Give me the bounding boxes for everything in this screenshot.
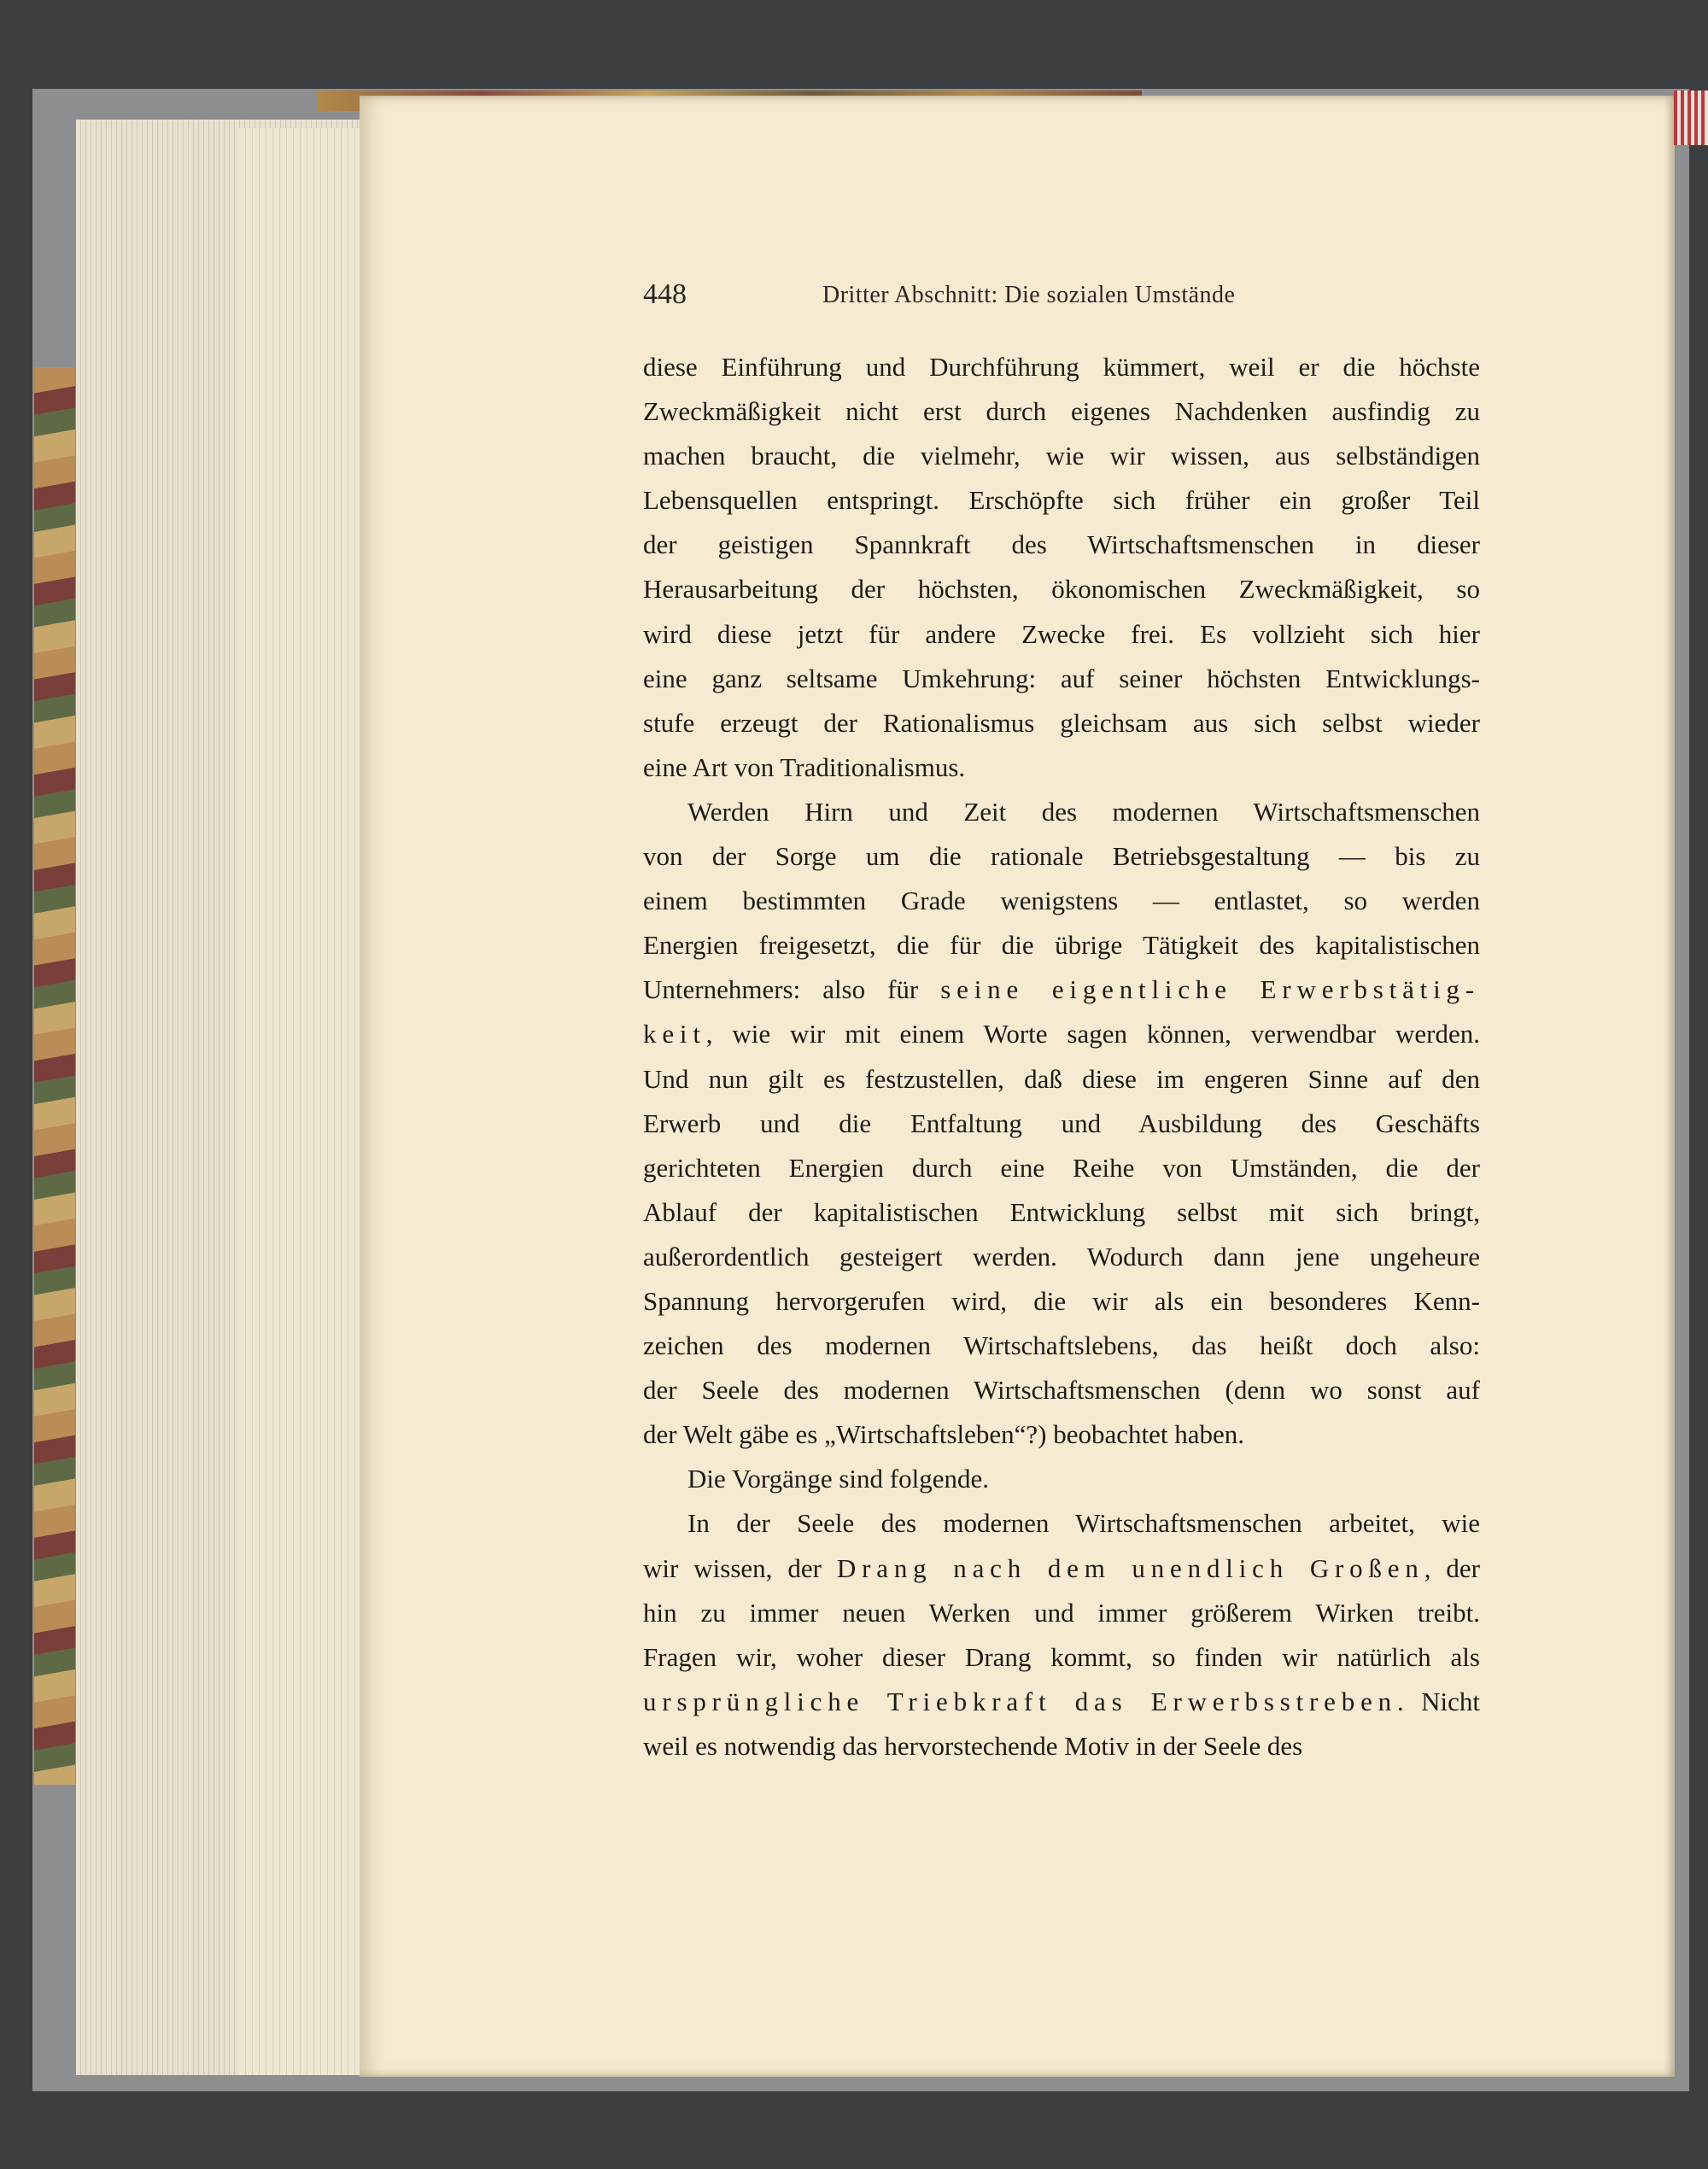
text-line — [643, 1546, 1480, 1591]
text-line — [643, 968, 1480, 1012]
text-line — [643, 1680, 1480, 1724]
text-line — [643, 434, 1480, 478]
text-line — [643, 1635, 1480, 1680]
text-line — [643, 1457, 1480, 1501]
text-line — [643, 1412, 1480, 1457]
text-segment: gerichteten Energien durch eine Reihe von Umständen, die der — [643, 1152, 1480, 1183]
bookmark-ribbon — [1674, 91, 1708, 145]
text-segment: zeichen des modernen Wirtschaftslebens, das heißt doch also: — [643, 1330, 1480, 1361]
text-line — [643, 879, 1480, 923]
running-title: Dritter Abschnitt: Die sozialen Umstände — [822, 282, 1236, 308]
text-segment: eine Art von Traditionalismus. — [643, 751, 966, 782]
text-segment: hin zu immer neuen Werken und immer größerem Wirken treibt. — [643, 1597, 1480, 1628]
text-line — [643, 567, 1480, 611]
text-line — [643, 1368, 1480, 1412]
text-segment: , wie wir mit einem Worte sagen können, verwendbar werden. — [705, 1019, 1480, 1049]
text-segment: Ablauf der kapitalistischen Entwicklung selbst mit sich bringt, — [643, 1196, 1480, 1227]
text-segment: Und nun gilt es festzustellen, daß diese im engeren Sinne auf den — [643, 1063, 1480, 1094]
emphasized-text: Drang nach dem unendlich Großen — [836, 1552, 1424, 1583]
text-segment: außerordentlich gesteigert werden. Wodurch dann jene ungeheure — [643, 1241, 1480, 1272]
text-segment: Lebensquellen entspringt. Erschöpfte sich früher ein großer Teil — [643, 485, 1480, 516]
text-segment: , der — [1424, 1552, 1481, 1583]
text-segment: diese Einführung und Durchführung kümmert, weil er die höchste — [643, 352, 1480, 382]
text-segment: Zweckmäßigkeit nicht erst durch eigenes Nachdenken ausfindig zu — [643, 396, 1480, 427]
text-line — [643, 923, 1480, 968]
text-segment: wird diese jetzt für andere Zwecke frei. Es vollzieht sich hier — [643, 618, 1480, 649]
text-line — [643, 701, 1480, 745]
text-segment: stufe erzeugt der Rationalismus gleichsam aus sich selbst wieder — [643, 707, 1480, 738]
text-segment: Die Vorgänge sind folgende. — [687, 1464, 990, 1494]
page-stack-inner — [239, 128, 363, 2075]
text-line — [643, 1324, 1480, 1368]
text-segment: Spannung hervorgerufen wird, die wir als ein besonderes Kenn- — [643, 1285, 1480, 1316]
text-line — [643, 523, 1480, 567]
page-number: 448 — [643, 278, 687, 310]
text-segment: . Nicht — [1397, 1686, 1481, 1716]
text-segment: machen braucht, die vielmehr, wie wir wissen, aus selbständigen — [643, 441, 1480, 471]
text-line — [643, 345, 1480, 389]
text-segment: In der Seele des modernen Wirtschaftsmenschen arbeitet, wie — [687, 1508, 1480, 1539]
text-line — [643, 1724, 1480, 1769]
text-segment: Fragen wir, woher dieser Drang kommt, so finden wir natürlich als — [643, 1641, 1480, 1672]
text-segment: der Welt gäbe es „Wirtschaftsleben“?) beobachtet haben. — [643, 1419, 1245, 1450]
text-line — [643, 834, 1480, 879]
text-line — [643, 1235, 1480, 1279]
text-line — [643, 790, 1480, 834]
text-line — [643, 657, 1480, 701]
text-segment: von der Sorge um die rationale Betriebsgestaltung — bis zu — [643, 841, 1480, 872]
text-line — [643, 612, 1480, 657]
text-line — [643, 1501, 1480, 1546]
running-header — [643, 278, 1480, 318]
text-line — [643, 1279, 1480, 1324]
text-segment: Herausarbeitung der höchsten, ökonomischen Zweckmäßigkeit, so — [643, 574, 1480, 605]
emphasized-text: seine eigentliche Erwerbstätig- — [940, 974, 1481, 1005]
text-line — [643, 1591, 1480, 1635]
emphasized-text: keit — [643, 1019, 706, 1049]
text-segment: Energien freigesetzt, die für die übrige Tätigkeit des kapitalistischen — [643, 930, 1480, 961]
text-line — [643, 1057, 1480, 1102]
emphasized-text: ursprüngliche Triebkraft das Erwerbsstreben — [643, 1686, 1397, 1716]
text-segment: einem bestimmten Grade wenigstens — entlastet, so werden — [643, 886, 1480, 916]
text-line — [643, 389, 1480, 434]
text-line — [643, 1190, 1480, 1235]
page-body-text — [643, 345, 1480, 1769]
text-segment: eine ganz seltsame Umkehrung: auf seiner höchsten Entwicklungs- — [643, 663, 1480, 693]
text-segment: wir wissen, der — [643, 1552, 837, 1583]
text-line — [643, 745, 1480, 790]
text-line — [643, 1102, 1480, 1146]
text-line — [643, 1146, 1480, 1190]
text-segment: der geistigen Spannkraft des Wirtschaftsmenschen in dieser — [643, 529, 1480, 560]
text-line — [643, 478, 1480, 523]
text-segment: der Seele des modernen Wirtschaftsmenschen (denn wo sonst auf — [643, 1375, 1480, 1406]
text-segment: Unternehmers: also für — [643, 974, 941, 1005]
text-segment: Erwerb und die Entfaltung und Ausbildung des Geschäfts — [643, 1108, 1480, 1138]
text-segment: weil es notwendig das hervorstechende Motiv in der Seele des — [643, 1730, 1303, 1761]
text-line — [643, 1012, 1480, 1056]
marbled-edge-left — [34, 367, 75, 1785]
text-segment: Werden Hirn und Zeit des modernen Wirtschaftsmenschen — [687, 796, 1480, 827]
